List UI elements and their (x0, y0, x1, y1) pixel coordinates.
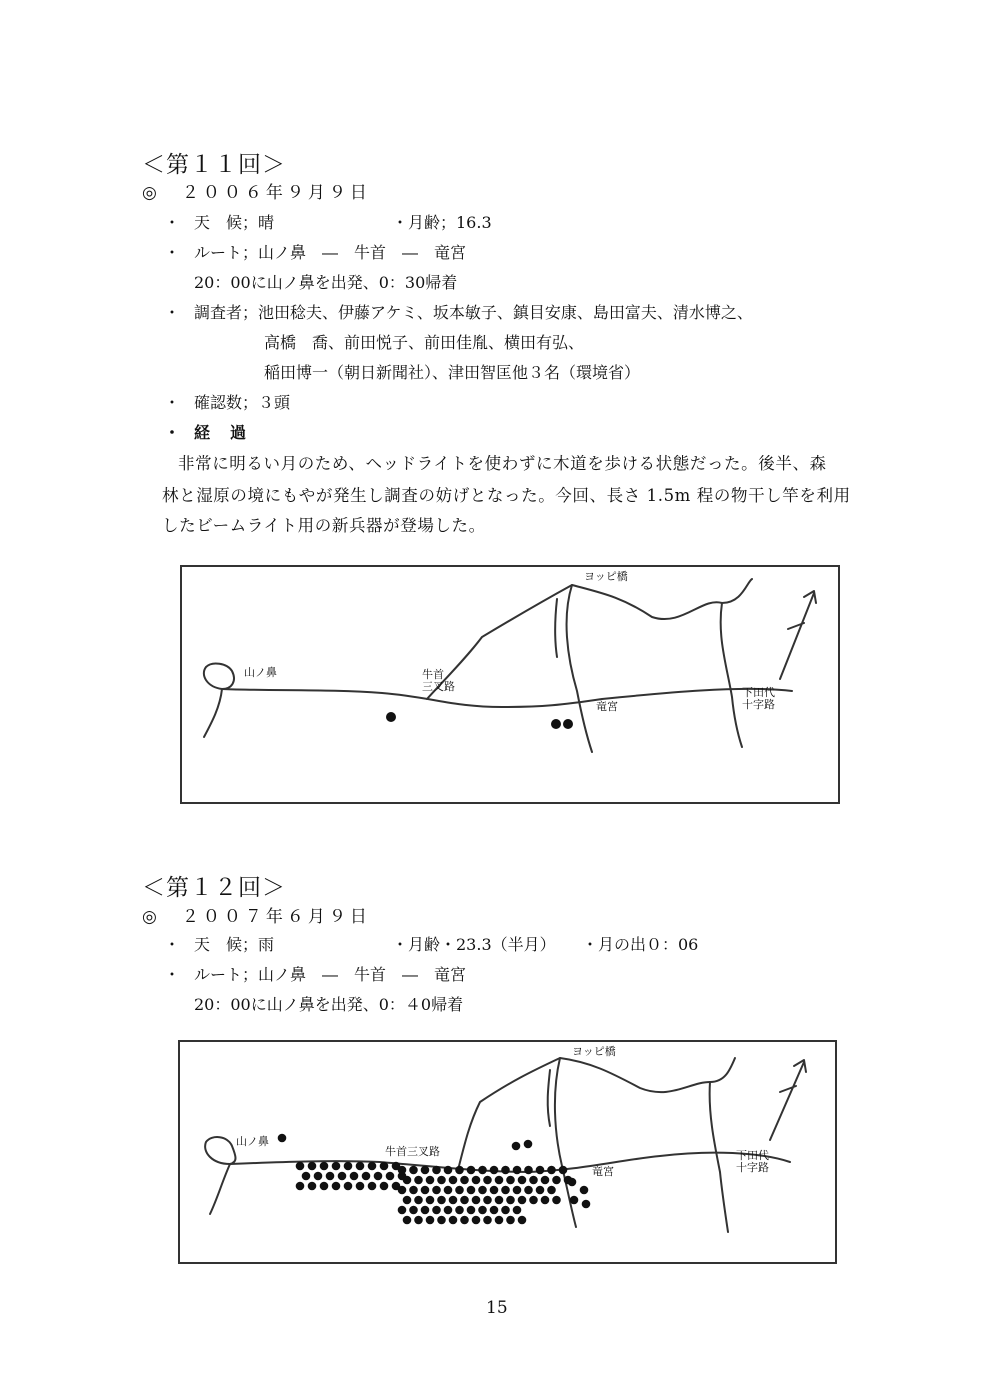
deer-marker (426, 1176, 435, 1185)
deer-marker (449, 1196, 458, 1205)
deer-marker (314, 1172, 323, 1181)
deer-marker (414, 1196, 423, 1205)
deer-marker (308, 1182, 317, 1191)
map-loop (205, 1137, 235, 1164)
deer-marker (518, 1216, 527, 1225)
deer-marker (467, 1166, 476, 1175)
label-yamanohana: 山ノ鼻 (244, 666, 277, 679)
deer-marker (426, 1216, 435, 1225)
confirmed-count: 確認数；３頭 (194, 393, 291, 412)
deer-marker (426, 1196, 435, 1205)
deer-marker (432, 1166, 441, 1175)
deer-marker (374, 1172, 383, 1181)
deer-marker (344, 1162, 353, 1171)
deer-marker (368, 1162, 377, 1171)
deer-marker (455, 1166, 464, 1175)
deer-marker (551, 719, 561, 729)
label-shimotashiro-crossroads: 十字路 (736, 1161, 769, 1174)
times: 20：00に山ノ鼻を出発、0：４0帰着 (194, 995, 464, 1014)
deer-marker (529, 1176, 538, 1185)
map-east-stream (710, 1082, 728, 1232)
deer-marker (568, 1178, 577, 1187)
deer-marker (513, 1166, 522, 1175)
map-branch-southwest (210, 1164, 230, 1214)
deer-marker (467, 1206, 476, 1215)
label-shimotashiro-crossroads: 十字路 (742, 698, 775, 711)
deer-marker (432, 1186, 441, 1195)
deer-marker (570, 1196, 579, 1205)
deer-marker (444, 1206, 453, 1215)
deer-marker (506, 1176, 515, 1185)
label-yamanohana: 山ノ鼻 (236, 1135, 269, 1148)
deer-marker (495, 1196, 504, 1205)
map-small-stream (555, 599, 557, 657)
deer-marker (338, 1172, 347, 1181)
deer-marker (302, 1172, 311, 1181)
deer-marker (582, 1200, 591, 1209)
deer-marker (513, 1206, 522, 1215)
deer-marker (380, 1162, 389, 1171)
map-east-stream (721, 603, 742, 747)
deer-marker (409, 1186, 418, 1195)
deer-marker (472, 1216, 481, 1225)
deer-marker (547, 1166, 556, 1175)
deer-marker (414, 1216, 423, 1225)
moon-age: ・月齢・23.3（半月） (392, 935, 556, 954)
route: ルート；山ノ鼻 ― 牛首 ― 竜宮 (194, 243, 467, 262)
bullet: ・ (164, 965, 181, 984)
deer-marker (518, 1176, 527, 1185)
deer-marker (501, 1186, 510, 1195)
deer-marker (495, 1176, 504, 1185)
deer-marker (320, 1162, 329, 1171)
label-shimotashiro: 下田代 (742, 686, 775, 699)
deer-marker (278, 1134, 287, 1143)
deer-marker (524, 1186, 533, 1195)
deer-marker (403, 1216, 412, 1225)
investigators-line-2: 高橋 喬、前田悦子、前田佳胤、横田有弘、 (264, 333, 585, 352)
deer-marker (501, 1166, 510, 1175)
deer-marker (506, 1216, 515, 1225)
deer-marker (495, 1216, 504, 1225)
deer-marker (580, 1186, 589, 1195)
deer-marker (403, 1176, 412, 1185)
label-ushikubi-junction: 三叉路 (422, 680, 455, 693)
deer-marker (380, 1182, 389, 1191)
deer-marker (296, 1182, 305, 1191)
deer-marker (308, 1162, 317, 1171)
deer-marker (460, 1176, 469, 1185)
deer-marker (326, 1172, 335, 1181)
deer-marker (437, 1176, 446, 1185)
deer-marker (421, 1206, 430, 1215)
deer-marker (460, 1216, 469, 1225)
deer-marker (386, 1172, 395, 1181)
bullet: ・ (164, 243, 181, 262)
deer-marker (541, 1196, 550, 1205)
deer-marker (518, 1196, 527, 1205)
deer-marker (483, 1196, 492, 1205)
deer-marker (536, 1166, 545, 1175)
deer-marker (547, 1186, 556, 1195)
deer-marker (460, 1196, 469, 1205)
investigators-line-3: 稲田博一（朝日新聞社）、津田智匡他３名（環境省） (264, 363, 641, 382)
deer-marker (478, 1166, 487, 1175)
route: ルート；山ノ鼻 ― 牛首 ― 竜宮 (194, 965, 467, 984)
deer-marker (483, 1176, 492, 1185)
map-north-road (427, 579, 752, 699)
label-ryugu: 竜宮 (592, 1165, 614, 1178)
map-small-stream (548, 1070, 550, 1126)
deer-marker (512, 1142, 521, 1151)
label-yoppi-bridge: ヨッピ橋 (584, 570, 628, 583)
deer-marker (356, 1162, 365, 1171)
deer-marker (449, 1176, 458, 1185)
deer-marker (552, 1196, 561, 1205)
deer-marker (490, 1166, 499, 1175)
page-number: 15 (486, 1298, 508, 1318)
deer-marker (332, 1162, 341, 1171)
deer-marker (563, 719, 573, 729)
times: 20：00に山ノ鼻を出発、0：30帰着 (194, 273, 458, 292)
deer-marker (368, 1182, 377, 1191)
label-ushikubi-junction: 牛首三叉路 (385, 1145, 440, 1158)
investigators-line-1: 調査者；池田稔夫、伊藤アケミ、坂本敏子、鎮目安康、島田富夫、清水博之、 (194, 303, 753, 322)
bullet: ・ (164, 303, 181, 322)
deer-marker (467, 1186, 476, 1195)
deer-marker (559, 1166, 568, 1175)
moonrise: ・月の出０：06 (582, 935, 699, 954)
deer-marker (524, 1140, 533, 1149)
deer-marker (398, 1206, 407, 1215)
weather: 天 候；晴 (194, 213, 275, 232)
deer-marker (490, 1186, 499, 1195)
deer-marker (344, 1182, 353, 1191)
map-loop (204, 664, 234, 689)
progress-heading: 経 過 (194, 423, 249, 442)
deer-marker (455, 1186, 464, 1195)
bullet: ・ (164, 935, 181, 954)
deer-marker (455, 1206, 464, 1215)
deer-marker (490, 1206, 499, 1215)
deer-marker (449, 1216, 458, 1225)
body-line-3: したビームライト用の新兵器が登場した。 (162, 516, 486, 535)
label-yoppi-bridge: ヨッピ橋 (572, 1045, 616, 1058)
deer-marker (409, 1166, 418, 1175)
deer-marker (414, 1176, 423, 1185)
section-11-heading: ＜第１１回＞ (142, 152, 286, 178)
deer-marker (513, 1186, 522, 1195)
deer-marker (386, 712, 396, 722)
bullet: ・ (164, 213, 181, 232)
deer-marker (444, 1186, 453, 1195)
body-line-2: 林と湿原の境にもやが発生し調査の妨げとなった。今回、長さ 1.5m 程の物干し竿を利用 (162, 486, 851, 505)
deer-marker (332, 1182, 341, 1191)
label-ushikubi: 牛首 (422, 668, 444, 681)
deer-marker (472, 1176, 481, 1185)
route-map-11-drawing (182, 567, 838, 802)
label-shimotashiro: 下田代 (736, 1149, 769, 1162)
map-north-arrow (780, 591, 816, 679)
deer-marker (472, 1196, 481, 1205)
route-map-12 (178, 1040, 837, 1264)
label-ryugu: 竜宮 (596, 700, 618, 713)
deer-marker (478, 1186, 487, 1195)
deer-marker (437, 1216, 446, 1225)
deer-marker (409, 1206, 418, 1215)
deer-marker (501, 1206, 510, 1215)
section-12-heading: ＜第１２回＞ (142, 875, 286, 901)
deer-marker (421, 1166, 430, 1175)
deer-marker (350, 1172, 359, 1181)
deer-marker (356, 1182, 365, 1191)
deer-marker (398, 1186, 407, 1195)
body-line-1: 非常に明るい月のため、ヘッドライトを使わずに木道を歩ける状態だった。後半、森 (178, 454, 827, 473)
moon-age: ・月齢；16.3 (392, 213, 492, 232)
deer-marker (483, 1216, 492, 1225)
deer-marker (506, 1196, 515, 1205)
route-map-11 (180, 565, 840, 804)
deer-marker (529, 1196, 538, 1205)
deer-markers (386, 712, 573, 729)
map-branch-southwest (204, 689, 222, 737)
deer-marker (432, 1206, 441, 1215)
deer-marker (552, 1176, 561, 1185)
bullet: ・ (164, 423, 181, 442)
deer-marker (403, 1196, 412, 1205)
deer-marker (524, 1166, 533, 1175)
bullet: ・ (164, 393, 181, 412)
deer-marker (541, 1176, 550, 1185)
deer-marker (421, 1186, 430, 1195)
deer-marker (437, 1196, 446, 1205)
deer-marker (362, 1172, 371, 1181)
deer-marker (536, 1186, 545, 1195)
section-11-date: ◎ ２００６年９月９日 (142, 183, 371, 203)
map-north-arrow (770, 1060, 806, 1140)
deer-marker (320, 1182, 329, 1191)
section-12-date: ◎ ２００７年６月９日 (142, 907, 371, 927)
deer-marker (296, 1162, 305, 1171)
deer-marker (444, 1166, 453, 1175)
weather: 天 候；雨 (194, 935, 275, 954)
deer-marker (398, 1166, 407, 1175)
deer-marker (478, 1206, 487, 1215)
